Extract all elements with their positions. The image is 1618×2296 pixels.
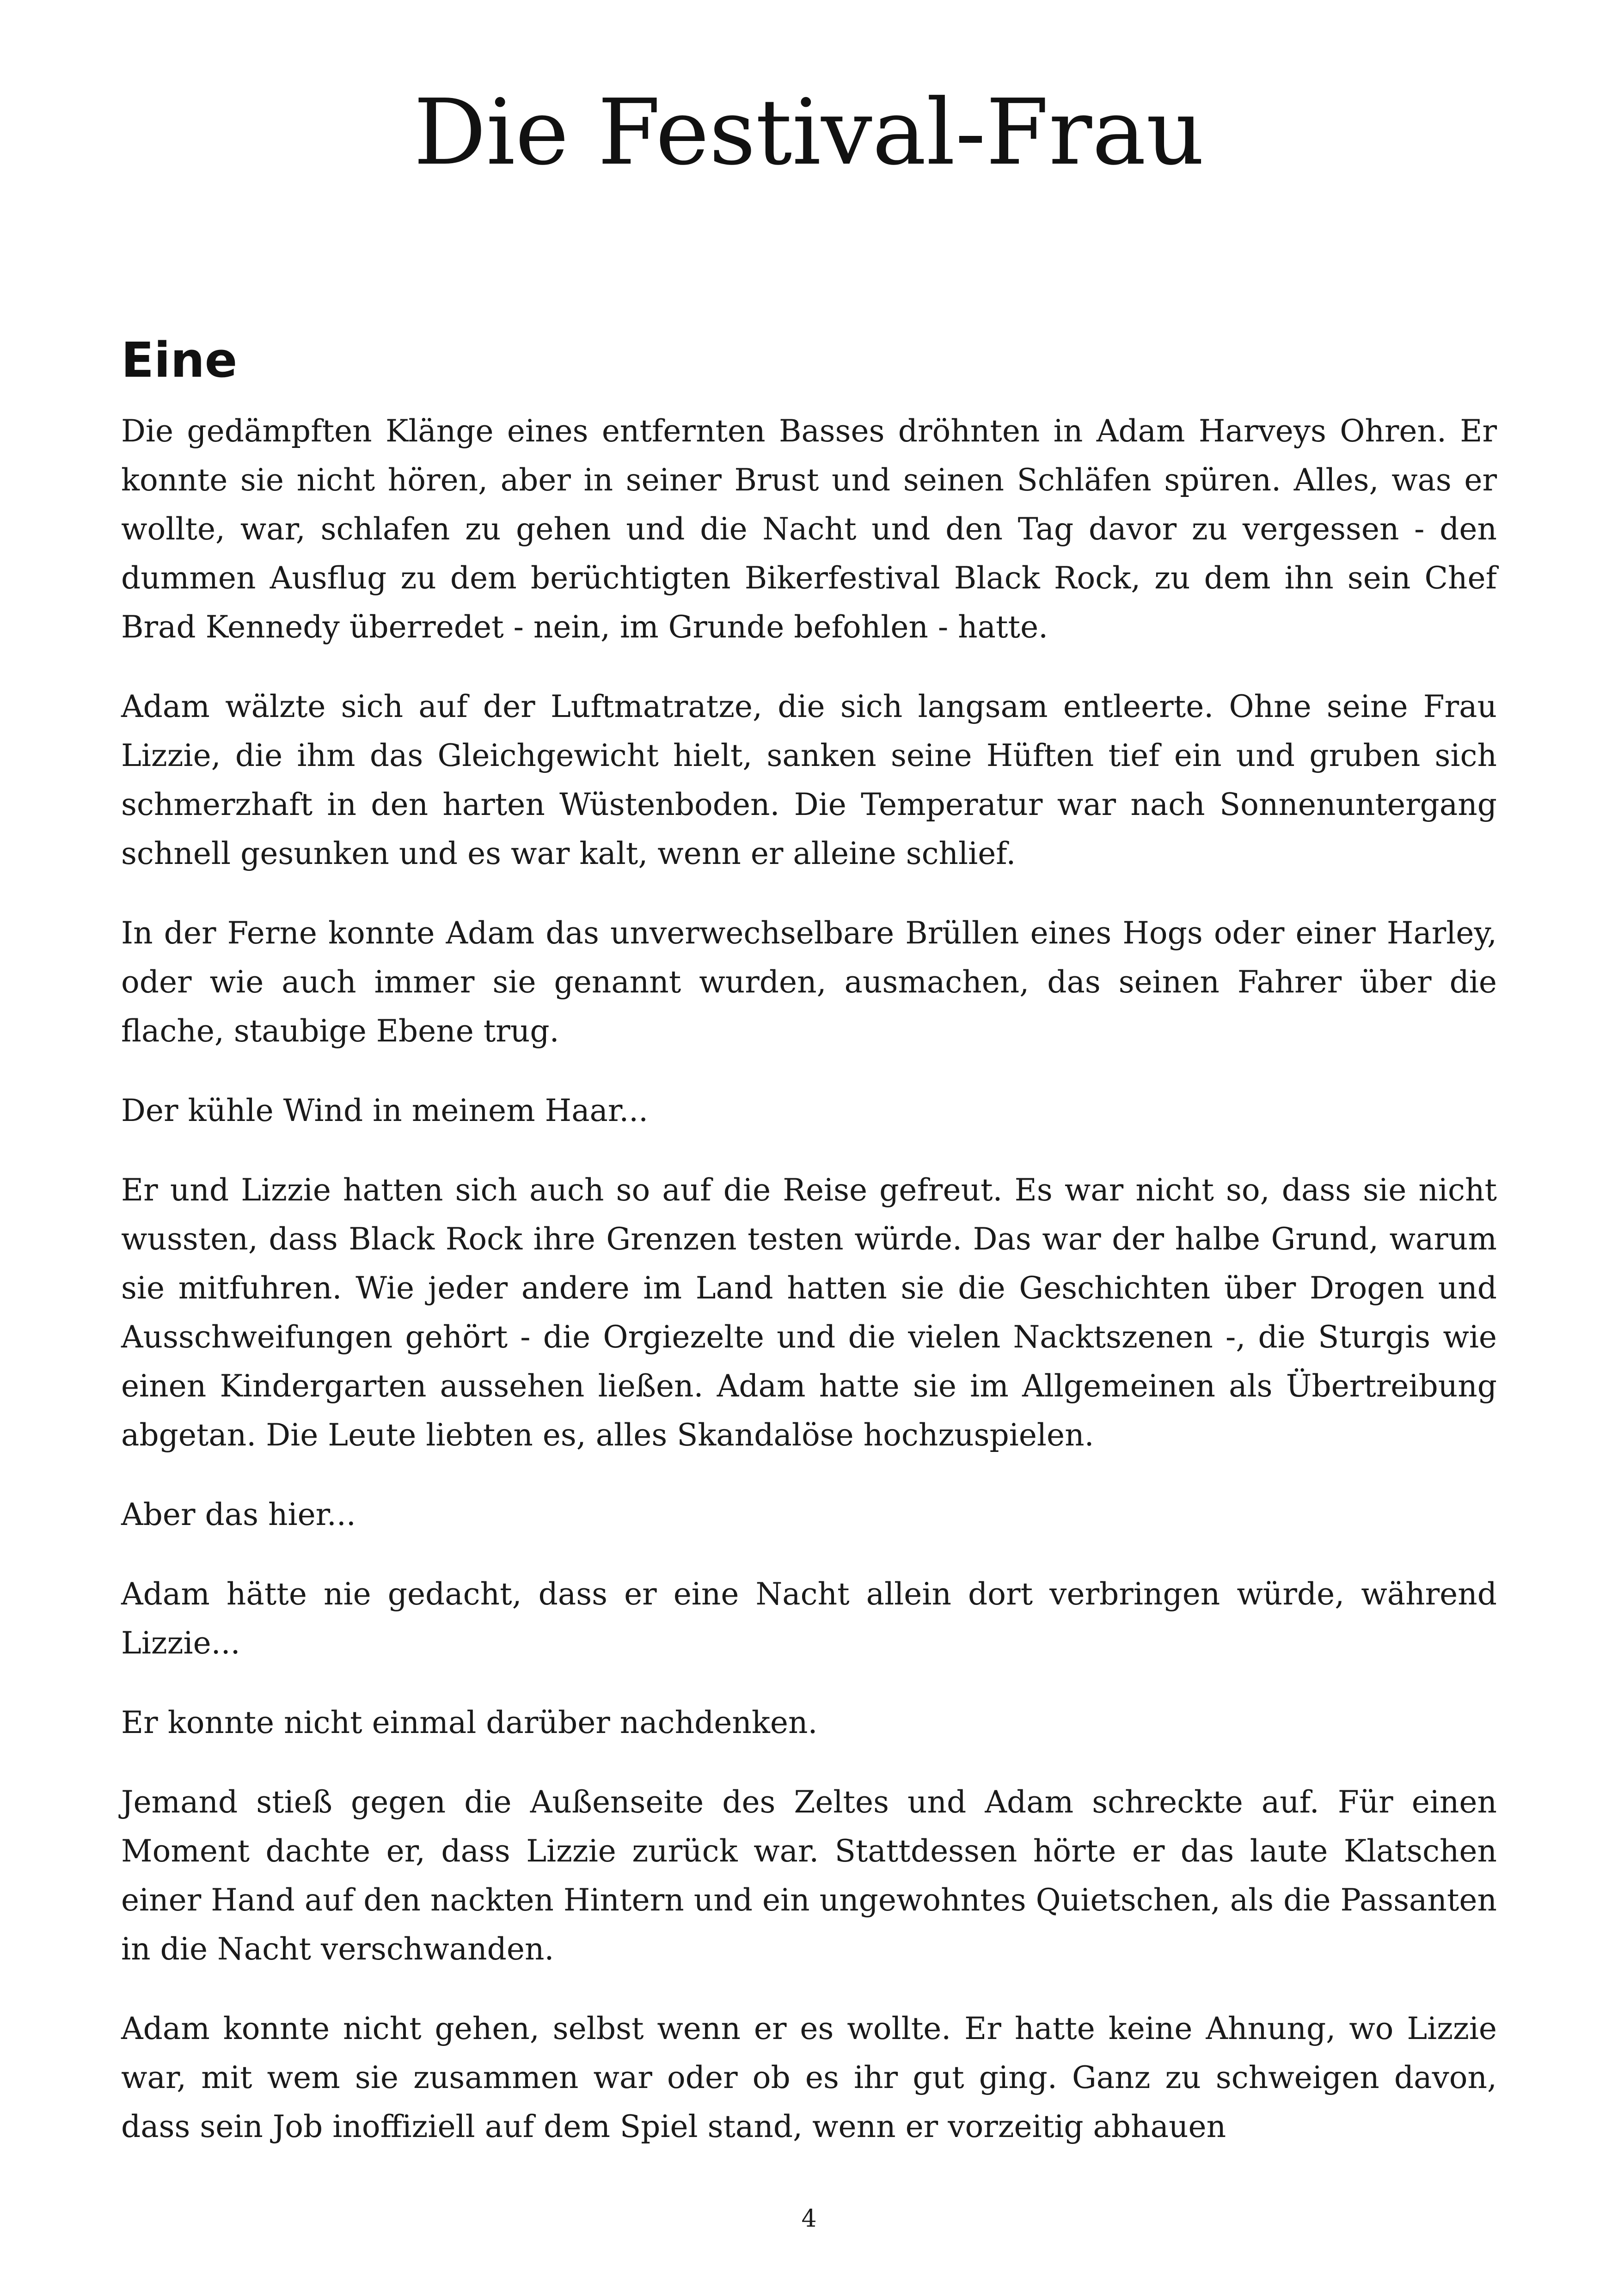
paragraph: Adam wälzte sich auf der Luftmatratze, die sich langsam entleerte. Ohne seine Frau Lizzie, die ihm das Gleichgewicht hielt, sanken seine Hüften tief ein und gruben sich schmerzhaft in den harten Wüstenboden. Die Temperatur war nach Sonnenuntergang schnell gesunken und es war kalt, wenn er alleine schlief. — [121, 689, 1497, 871]
paragraph: Jemand stieß gegen die Außenseite des Zeltes und Adam schreckte auf. Für einen Moment dachte er, dass Lizzie zurück war. Stattdessen hörte er das laute Klatschen einer Hand auf den nackten Hintern und ein ungewohntes Quietschen, als die Passanten in die Nacht verschwanden. — [121, 1784, 1497, 1967]
chapter-body — [121, 407, 1497, 2182]
paragraph: Der kühle Wind in meinem Haar... — [121, 1093, 649, 1128]
paragraph: Aber das hier... — [121, 1497, 356, 1532]
paragraph: In der Ferne konnte Adam das unverwechselbare Brüllen eines Hogs oder einer Harley, oder wie auch immer sie genannt wurden, ausmachen, das seinen Fahrer über die flache, staubige Ebene trug. — [121, 915, 1497, 1049]
paragraph: Die gedämpften Klänge eines entfernten Basses dröhnten in Adam Harveys Ohren. Er konnte sie nicht hören, aber in seiner Brust und seinen Schläfen spüren. Alles, was er wollte, war, schlafen zu gehen und die Nacht und den Tag davor zu vergessen - den dummen Ausflug zu dem berüchtigten Bikerfestival Black Rock, zu dem ihn sein Chef Brad Kennedy überredet - nein, im Grunde befohlen - hatte. — [121, 413, 1497, 645]
paragraph: Er konnte nicht einmal darüber nachdenken. — [121, 1705, 818, 1740]
book-title: Die Festival-Frau — [413, 80, 1205, 185]
paragraph: Er und Lizzie hatten sich auch so auf die Reise gefreut. Es war nicht so, dass sie nicht wussten, dass Black Rock ihre Grenzen testen würde. Das war der halbe Grund, warum sie mitfuhren. Wie jeder andere im Land hatten sie die Geschichten über Drogen und Ausschweifungen gehört - die Orgiezelte und die vielen Nacktszenen -, die Sturgis wie einen Kindergarten aussehen ließen. Adam hatte sie im Allgemeinen als Übertreibung abgetan. Die Leute liebten es, alles Skandalöse hochzuspielen. — [121, 1172, 1497, 1453]
page-number: 4 — [801, 2205, 817, 2233]
paragraph: Adam konnte nicht gehen, selbst wenn er es wollte. Er hatte keine Ahnung, wo Lizzie war, mit wem sie zusammen war oder ob es ihr gut ging. Ganz zu schweigen davon, dass sein Job inoffiziell auf dem Spiel stand, wenn er vorzeitig abhauen — [121, 2011, 1497, 2144]
chapter-heading: Eine — [121, 332, 238, 388]
paragraph: Adam hätte nie gedacht, dass er eine Nacht allein dort verbringen würde, während Lizzie... — [121, 1576, 1497, 1661]
